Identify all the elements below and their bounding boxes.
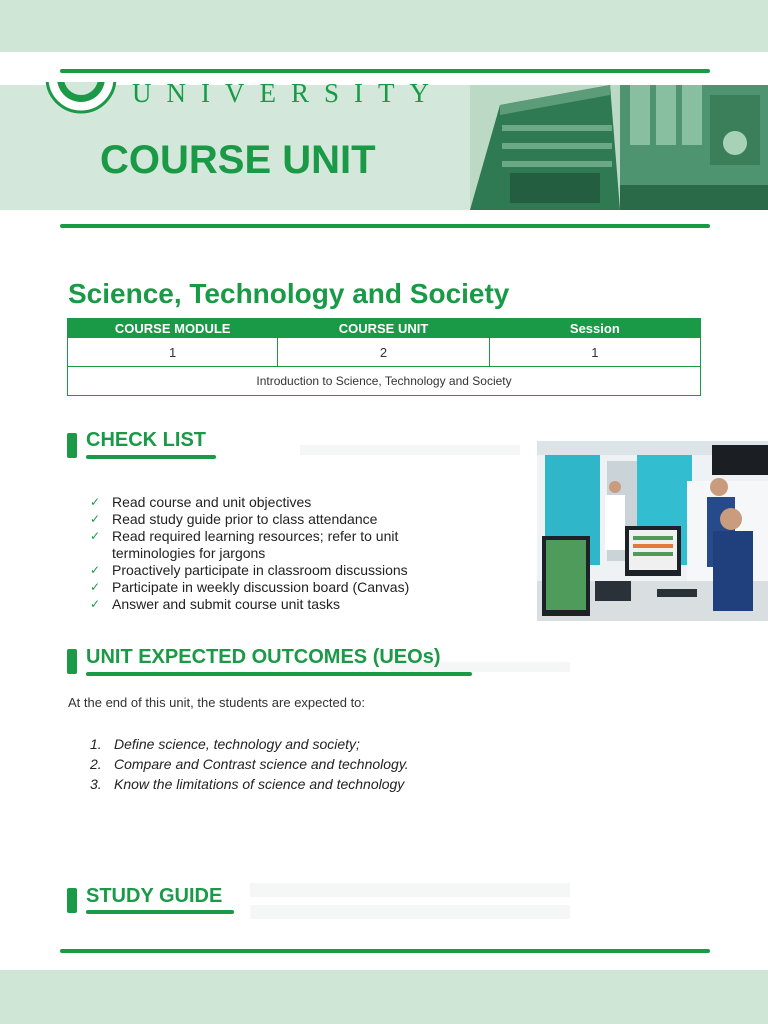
check-icon: ✓ [90,529,101,543]
university-seal-logo [44,82,118,116]
list-item [90,562,430,579]
ueo-list [90,734,409,794]
list-item [90,579,430,596]
header-bottom-rule [60,224,710,228]
checklist-item-text: Read required learning resources; refer to unit terminologies for jargons [112,528,399,561]
cell-topic: Introduction to Science, Technology and Society [68,367,701,396]
ueo-accent-bar [67,649,77,674]
ueo-item-text: Define science, technology and society; [114,736,360,752]
faint-background-mark [300,445,520,455]
bottom-band [0,970,768,1024]
list-item [90,528,430,562]
table-row [68,338,701,367]
footer-rule [60,949,710,953]
header-course-unit: COURSE UNIT [278,319,489,338]
campus-building-image [470,85,768,210]
course-title: Science, Technology and Society [68,278,510,309]
course-info-table [67,318,701,396]
ueo-heading: UNIT EXPECTED OUTCOMES (UEOs) [86,646,441,668]
checklist-item-text: Read course and unit objectives [112,494,312,510]
checklist-item-text: Answer and submit course unit tasks [112,596,340,612]
check-icon: ✓ [90,495,101,509]
list-item [90,511,430,528]
checklist-item-text: Proactively participate in classroom discussions [112,562,408,578]
check-icon: ✓ [90,563,101,577]
checklist-item-text: Participate in weekly discussion board (Canvas) [112,579,410,595]
ueo-heading-underline [86,672,472,676]
header-top-rule [60,69,710,73]
study-guide-heading-underline [86,910,234,914]
checklist-accent-bar [67,433,77,458]
list-item [90,494,430,511]
cell-course-unit: 2 [278,338,489,367]
table-header-row [68,319,701,338]
list-item [90,774,409,794]
university-wordmark: UNIVERSITY [132,78,444,108]
page-title: COURSE UNIT [100,138,376,182]
list-number: 2. [90,756,102,772]
checklist-heading: CHECK LIST [86,429,206,451]
check-icon: ✓ [90,580,101,594]
ueo-intro-text: At the end of this unit, the students are expected to: [68,695,366,710]
faint-background-mark [250,905,570,919]
cell-course-module: 1 [68,338,278,367]
table-row [68,367,701,396]
check-icon: ✓ [90,597,101,611]
list-number: 3. [90,776,102,792]
header-course-module: COURSE MODULE [68,319,278,338]
check-icon: ✓ [90,512,101,526]
list-item [90,596,430,613]
study-guide-heading: STUDY GUIDE [86,885,223,907]
faint-background-mark [250,883,570,897]
hospital-workstation-photo [537,441,768,621]
study-guide-accent-bar [67,888,77,913]
checklist-item-text: Read study guide prior to class attendance [112,511,378,527]
header-session: Session [489,319,700,338]
list-item [90,754,409,774]
list-item [90,734,409,754]
ueo-item-text: Compare and Contrast science and technology. [114,756,409,772]
top-band [0,0,768,52]
ueo-item-text: Know the limitations of science and technology [114,776,405,792]
checklist [90,494,430,613]
cell-session: 1 [489,338,700,367]
list-number: 1. [90,736,102,752]
checklist-heading-underline [86,455,216,459]
